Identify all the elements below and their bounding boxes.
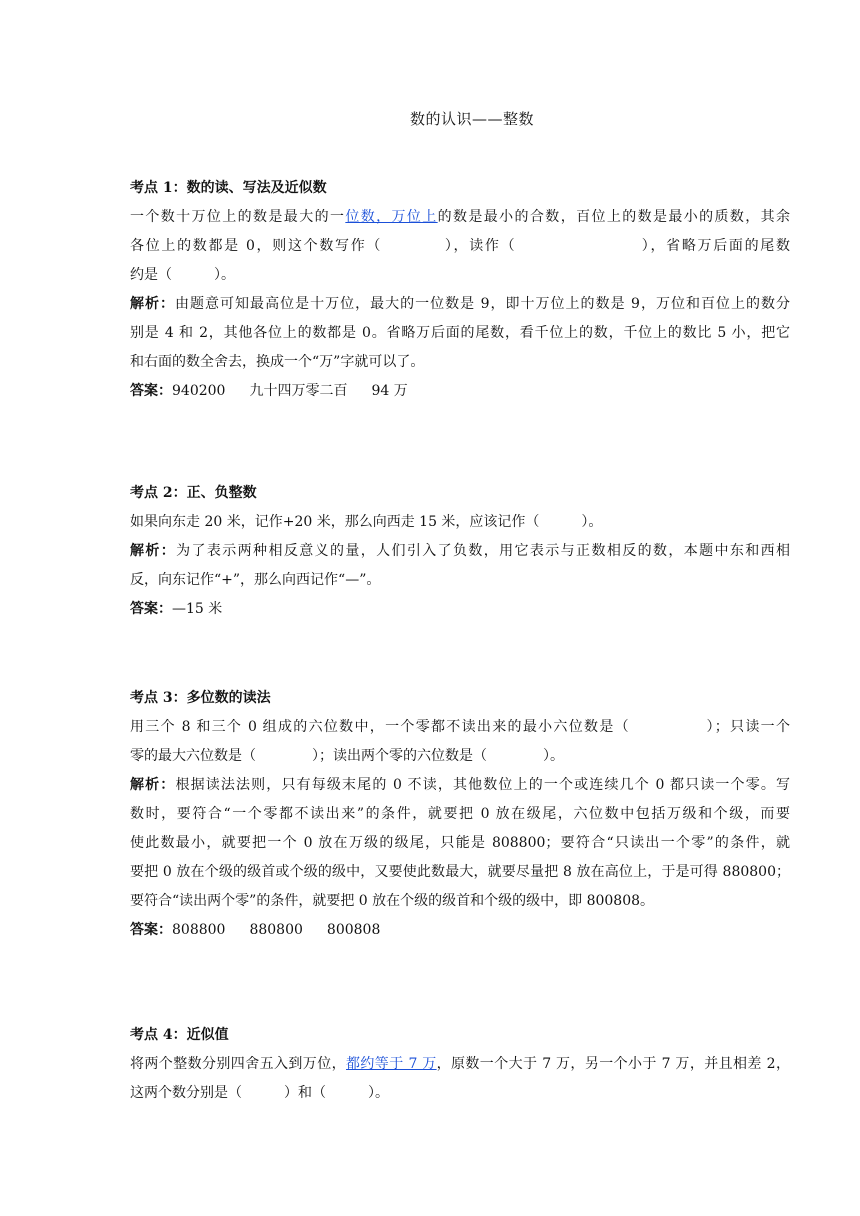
section-1-question-line: 约是（ ）。 (130, 267, 235, 283)
section-4 (130, 1021, 790, 1108)
answer-label: 答案： (130, 383, 172, 399)
section-2 (130, 479, 790, 624)
analysis-label: 解析： (130, 543, 177, 559)
answer-label: 答案： (130, 601, 172, 617)
section-3-answer (130, 916, 790, 945)
answer-value: 九十四万零二百 (249, 383, 348, 399)
section-1-analysis-line: 和右面的数全舍去，换成一个“万”字就可以了。 (130, 354, 425, 370)
answer-value: 800808 (326, 922, 381, 938)
section-1-analysis-line: 解析：由题意可知最高位是十万位，最大的一位数是 9，即十万位上的数是 9，万位和百位上的数分 (130, 296, 791, 312)
section-1-question-line: 各位上的数都是 0，则这个数写作（ ），读作（ ），省略万后面的尾数 (130, 238, 790, 254)
section-3 (130, 684, 790, 945)
hyperlink-yue-deng-yu[interactable]: 都约等于 7 万 (346, 1056, 437, 1072)
section-2-question: 如果向东走 20 米，记作+20 米，那么向西走 15 米，应该记作（ ）。 (130, 514, 603, 530)
answer-value: —15 米 (172, 601, 223, 617)
section-1 (130, 174, 790, 406)
section-3-analysis-line: 要符合“读出两个零”的条件，就要把 0 放在个级的级首和个级的级中，即 800808。 (130, 893, 655, 909)
section-3-analysis-line: 解析：根据读法法则，只有每级末尾的 0 不读，其他数位上的一个或连续几个 0 都只读一个零。写 (130, 777, 790, 793)
section-3-analysis-line: 数时，要符合“一个零都不读出来”的条件，就要把 0 放在级尾，六位数中包括万级和个级，而要 (130, 806, 790, 822)
section-3-question-line: 用三个 8 和三个 0 组成的六位数中，一个零都不读出来的最小六位数是（ ）；只读一个 (130, 719, 790, 735)
section-2-heading: 考点 2：正、负整数 (130, 485, 257, 501)
section-2-answer (130, 595, 790, 624)
section-2-analysis-line: 反，向东记作“+”，那么向西记作“—”。 (130, 572, 381, 588)
answer-value: 880800 (249, 922, 303, 938)
page-title: 数的认识——整数 (409, 110, 534, 128)
section-1-heading: 考点 1：数的读、写法及近似数 (130, 180, 327, 196)
section-3-analysis-line: 要把 0 放在个级的级首或个级的级中，又要使此数最大，就要尽量把 8 放在高位上，于是可得 880800； (130, 864, 790, 880)
section-3-analysis-line: 使此数最小，就要把一个 0 放在万级的级尾，只能是 808800；要符合“只读出一个零”的条件，就 (130, 835, 790, 851)
answer-value: 808800 (172, 922, 226, 938)
section-2-analysis-line: 解析：为了表示两种相反意义的量，人们引入了负数，用它表示与正数相反的数，本题中东和西相 (130, 543, 791, 559)
section-4-question-line: 这两个数分别是（ ）和（ ）。 (130, 1085, 389, 1101)
section-1-analysis-line: 别是 4 和 2，其他各位上的数都是 0。省略万后面的尾数，看千位上的数，千位上的数比 5 小，把它 (130, 325, 790, 341)
section-4-question-line: 将两个整数分别四舍五入到万位，都约等于 7 万，原数一个大于 7 万，另一个小于 7 万，并且相差 2， (130, 1056, 790, 1072)
answer-value: 94 万 (371, 383, 408, 399)
section-3-question-line: 零的最大六位数是（ ）；读出两个零的六位数是（ ）。 (130, 748, 564, 764)
section-1-question-line: 一个数十万位上的数是最大的一位数，万位上的数是最小的合数，百位上的数是最小的质数，其余 (130, 209, 791, 225)
section-3-heading: 考点 3：多位数的读法 (130, 690, 271, 706)
analysis-label: 解析： (130, 296, 176, 312)
answer-label: 答案： (130, 922, 172, 938)
analysis-label: 解析： (130, 777, 176, 793)
hyperlink-wei-shu[interactable]: 位数，万位上 (345, 209, 438, 225)
answer-value: 940200 (172, 383, 226, 399)
section-1-answer (130, 377, 790, 406)
section-4-heading: 考点 4：近似值 (130, 1027, 229, 1043)
